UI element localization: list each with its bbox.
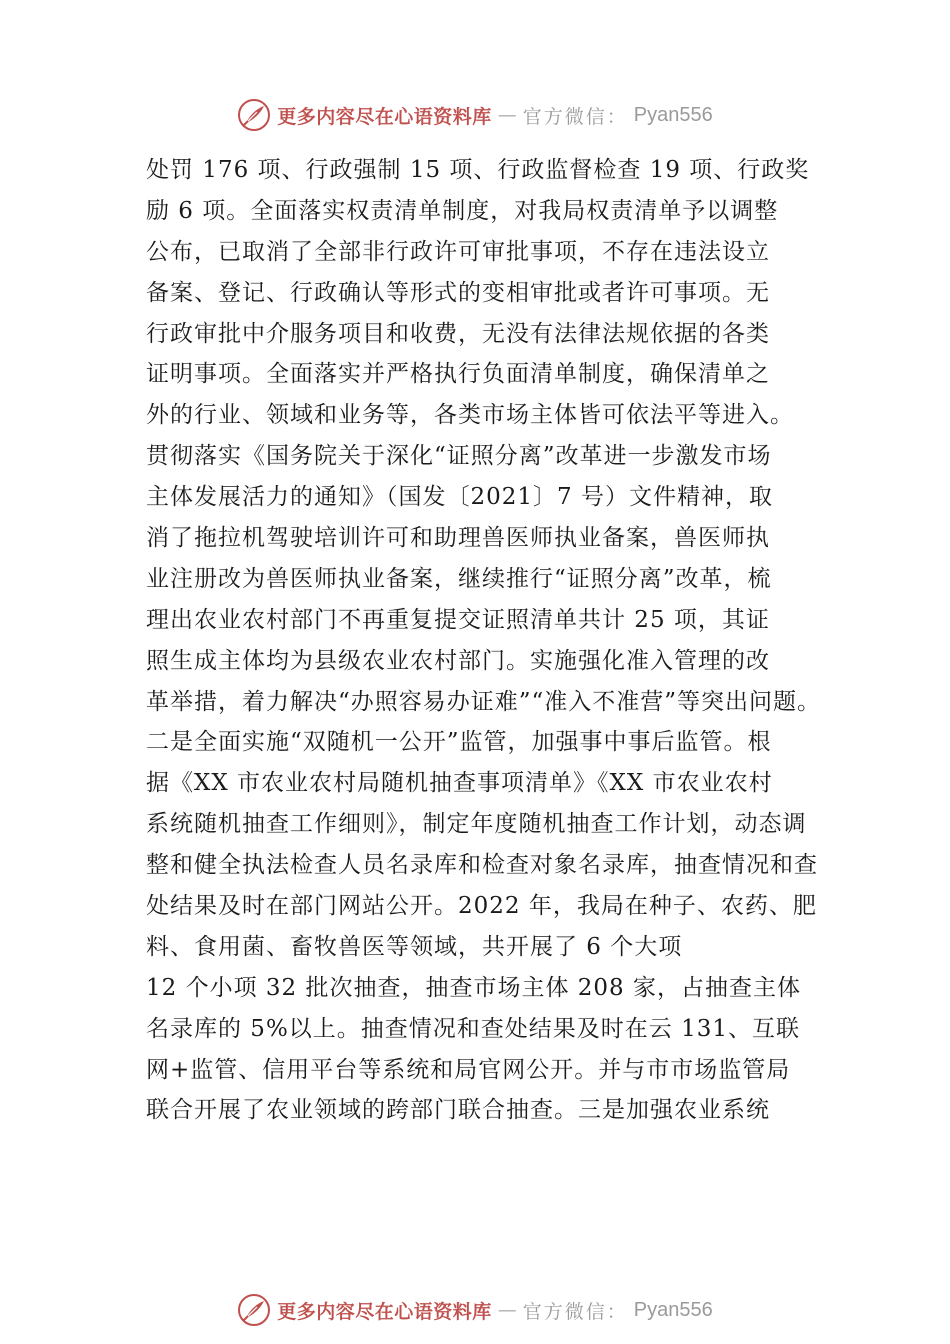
banner-dash: — [497, 104, 517, 126]
header-banner-content [237, 98, 713, 132]
body-line: 料、食用菌、畜牧兽医等领域，共开展了 6 个大项 [146, 933, 683, 960]
body-line: 名录库的 5%以上。抽查情况和查处结果及时在云 131、互联 [146, 1015, 801, 1042]
document-body [146, 150, 836, 1131]
quill-logo-icon [237, 1293, 271, 1327]
banner-wechat-id: Pyan556 [633, 103, 713, 126]
quill-logo-icon [237, 98, 271, 132]
header-banner [0, 95, 950, 135]
footer-banner [0, 1290, 950, 1330]
banner-wechat-id: Pyan556 [633, 1298, 713, 1321]
body-line: 证明事项。全面落实并严格执行负面清单制度，确保清单之 [146, 361, 770, 388]
footer-banner-content [237, 1293, 713, 1327]
banner-title: 更多内容尽在心语资料库 [277, 1300, 492, 1323]
body-line: 据《XX 市农业农村局随机抽查事项清单》《XX 市农业农村 [146, 770, 773, 797]
banner-wechat-label: 官方微信： [522, 1300, 628, 1323]
body-line: 网+监管、信用平台等系统和局官网公开。并与市市场监管局 [146, 1056, 791, 1083]
body-line: 处罚 176 项、行政强制 15 项、行政监督检查 19 项、行政奖 [146, 157, 810, 183]
body-line: 12 个小项 32 批次抽查，抽查市场主体 208 家，占抽查主体 [146, 974, 801, 1001]
body-line: 整和健全执法检查人员名录库和检查对象名录库，抽查情况和查 [146, 852, 818, 879]
body-line: 消了拖拉机驾驶培训许可和助理兽医师执业备案，兽医师执 [146, 525, 770, 552]
body-line: 主体发展活力的通知》（国发〔2021〕7 号）文件精神，取 [146, 484, 773, 511]
body-line: 革举措，着力解决“办照容易办证难”“准入不准营”等突出问题。 [146, 688, 822, 715]
banner-dash: — [497, 1299, 517, 1321]
body-line: 行政审批中介服务项目和收费，无没有法律法规依据的各类 [146, 320, 770, 347]
body-line: 处结果及时在部门网站公开。2022 年，我局在种子、农药、肥 [146, 893, 817, 920]
body-line: 理出农业农村部门不再重复提交证照清单共计 25 项，其证 [146, 606, 770, 633]
body-line: 贯彻落实《国务院关于深化“证照分离”改革进一步激发市场 [146, 443, 772, 470]
body-line: 励 6 项。全面落实权责清单制度，对我局权责清单予以调整 [146, 197, 779, 224]
body-line: 外的行业、领域和业务等，各类市场主体皆可依法平等进入。 [146, 402, 794, 429]
body-line: 系统随机抽查工作细则》，制定年度随机抽查工作计划，动态调 [146, 811, 807, 838]
banner-wechat-label: 官方微信： [522, 105, 628, 128]
body-line: 照生成主体均为县级农业农村部门。实施强化准入管理的改 [146, 647, 770, 674]
banner-title: 更多内容尽在心语资料库 [277, 105, 492, 128]
body-line: 备案、登记、行政确认等形式的变相审批或者许可事项。无 [146, 279, 770, 306]
body-line: 二是全面实施“双随机一公开”监管，加强事中事后监管。根 [146, 729, 772, 756]
body-line: 联合开展了农业领域的跨部门联合抽查。三是加强农业系统 [146, 1097, 770, 1124]
body-line: 业注册改为兽医师执业备案，继续推行“证照分离”改革，梳 [146, 565, 772, 592]
body-line: 公布，已取消了全部非行政许可审批事项，不存在违法设立 [146, 238, 770, 265]
